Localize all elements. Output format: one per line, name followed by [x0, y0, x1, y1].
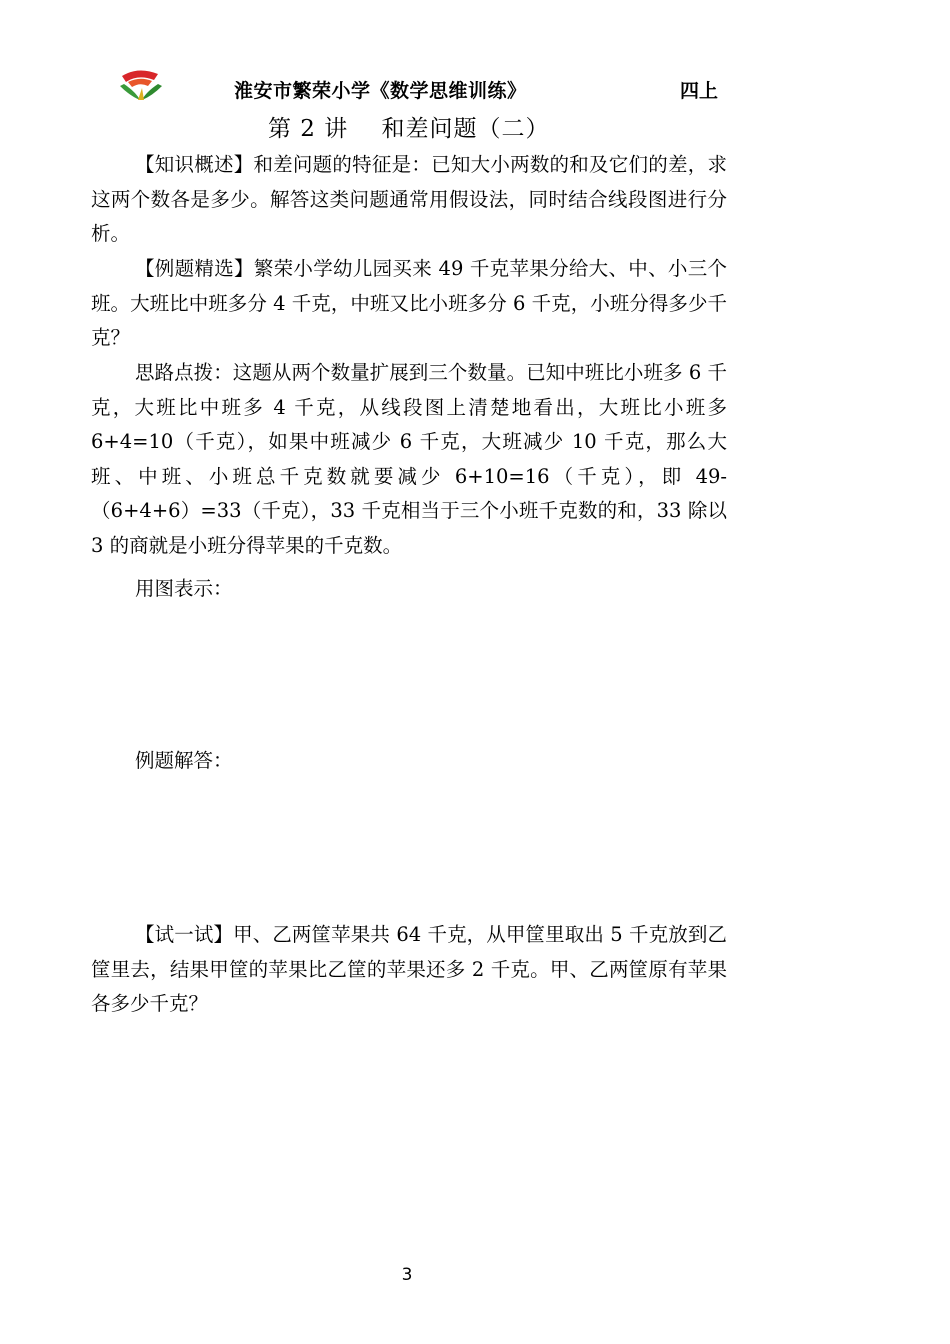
- try-it-problem: 【试一试】甲、乙两筐苹果共 64 千克，从甲筐里取出 5 千克放到乙筐里去，结果甲筐的苹果比乙筐的苹果还多 2 千克。甲、乙两筐原有苹果各多少千克？: [91, 923, 727, 1015]
- grade-label: 四上: [680, 80, 719, 102]
- example-problem: 【例题精选】繁荣小学幼儿园买来 49 千克苹果分给大、中、小三个班。大班比中班多分 4 千克，中班又比小班多分 6 千克，小班分得多少千克？: [91, 257, 727, 349]
- knowledge-overview: 【知识概述】和差问题的特征是：已知大小两数的和及它们的差，求这两个数各是多少。解答这类问题通常用假设法，同时结合线段图进行分析。: [91, 153, 727, 245]
- page-number: 3: [401, 1265, 413, 1285]
- school-logo: [118, 66, 164, 102]
- lesson-title: 第 2 讲 和差问题（二）: [268, 116, 550, 142]
- page-header: [118, 66, 728, 106]
- answer-label: 例题解答：: [135, 749, 233, 772]
- diagram-label: 用图表示：: [135, 577, 233, 600]
- solution-hint: 思路点拨：这题从两个数量扩展到三个数量。已知中班比小班多 6 千克，大班比中班多 4 千克，从线段图上清楚地看出，大班比小班多 6+4=10（千克），如果中班减少 6 千克，大班减少 10 千克，那么大班、中班、小班总千克数就要减少 6+10=16（千克），即 49-（6+4+6）=33（千克），33 千克相当于三个小班千克数的和，33 除以 3 的商就是小班分得苹果的千克数。: [91, 361, 727, 557]
- school-title: 淮安市繁荣小学《数学思维训练》: [234, 80, 527, 102]
